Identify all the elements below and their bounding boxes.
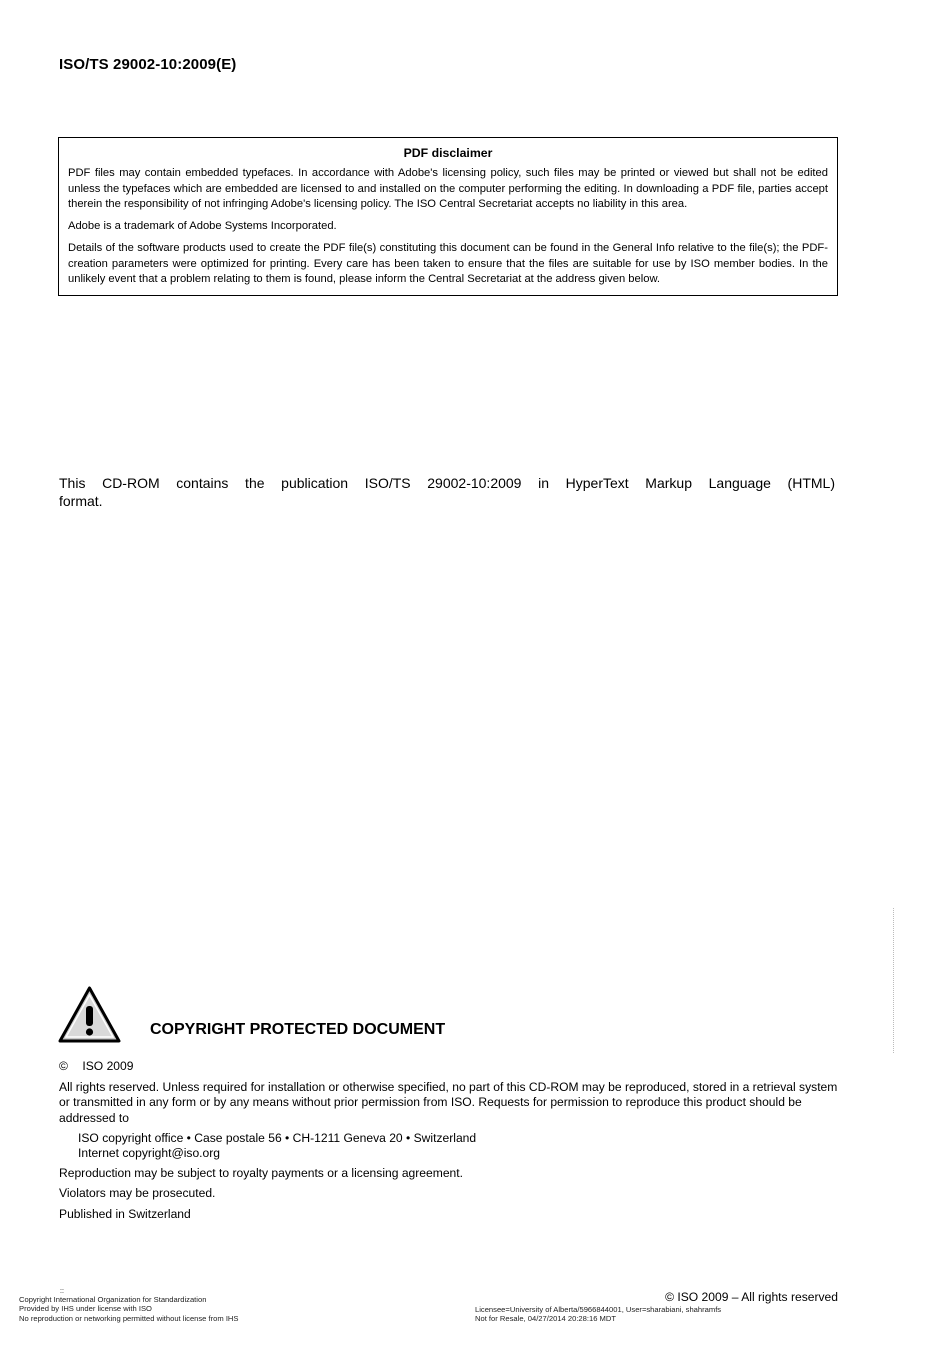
footer-license-left	[19, 1295, 238, 1323]
cd-rom-note-line2: format.	[59, 493, 103, 509]
pdf-disclaimer-box	[58, 137, 838, 296]
footer-license-line: Provided by IHS under license with ISO	[19, 1304, 152, 1314]
disclaimer-paragraph-details: Details of the software products used to create the PDF file(s) constituting this document can be found in the General Info relative to the file(s); the PDF-creation parameters were optimized for printing. Every care has been taken to ensure that the files are suitable for use by ISO member bodies. In the unlikely event that a problem relating to them is found, please inform the Central Secretariat at the address given below.	[68, 242, 828, 286]
violators-notice: Violators may be prosecuted.	[59, 1186, 216, 1201]
footer-license-line: Copyright International Organization for Standardization	[19, 1295, 207, 1304]
published-location: Published in Switzerland	[59, 1206, 191, 1221]
copyright-block	[59, 1059, 839, 1227]
copyright-title: COPYRIGHT PROTECTED DOCUMENT	[150, 1021, 446, 1038]
warning-triangle-icon	[58, 986, 121, 1043]
iso-postal-address: ISO copyright office • Case postale 56 • CH-1211 Geneva 20 • Switzerland	[78, 1130, 477, 1145]
footer-licensee-line: Licensee=University of Alberta/5966844001, User=sharabiani, shahramfs	[475, 1305, 722, 1314]
copyright-rights-text: All rights reserved. Unless required for installation or otherwise specified, no part of this CD-ROM may be reproduced, stored in a retrieval system or transmitted in any form or by any means without prior permission from ISO. Requests for permission to reproduce this product should be addressed to	[59, 1080, 838, 1125]
disclaimer-paragraph-typefaces: PDF files may contain embedded typefaces. In accordance with Adobe's licensing policy, such files may be printed or viewed but shall not be edited unless the typefaces which are embedded are licensed to and installed on the computer performing the editing. In downloading a PDF file, parties accept therein the responsibility of not infringing Adobe's licensing policy. The ISO Central Secretariat accepts no liability in this area.	[68, 167, 828, 210]
footer-license-line: No reproduction or networking permitted without license from IHS	[19, 1313, 239, 1323]
footer-copyright: © ISO 2009 – All rights reserved	[665, 1290, 838, 1304]
copyright-year-line	[59, 1059, 839, 1074]
document-id: ISO/TS 29002-10:2009(E)	[59, 56, 237, 73]
copyright-symbol: ©	[59, 1059, 68, 1073]
copyright-year: ISO 2009	[82, 1059, 134, 1073]
footer-resale-line: Not for Resale, 04/27/2014 20:28:16 MDT	[475, 1314, 616, 1324]
royalty-notice: Reproduction may be subject to royalty payments or a licensing agreement.	[59, 1166, 464, 1181]
side-watermark-mark	[893, 908, 900, 1053]
cd-rom-note-line1: This CD-ROM contains the publication ISO/TS 29002-10:2009 in HyperText Markup Language (HTML)	[59, 475, 835, 491]
cd-rom-note	[59, 474, 835, 510]
footer-licensee-info	[475, 1305, 721, 1324]
footer-tiny-mark: ::	[60, 1288, 64, 1295]
disclaimer-paragraph-trademark: Adobe is a trademark of Adobe Systems Incorporated.	[68, 220, 337, 233]
iso-address	[78, 1131, 839, 1161]
iso-internet-address: Internet copyright@iso.org	[78, 1146, 221, 1161]
disclaimer-title: PDF disclaimer	[403, 146, 493, 160]
